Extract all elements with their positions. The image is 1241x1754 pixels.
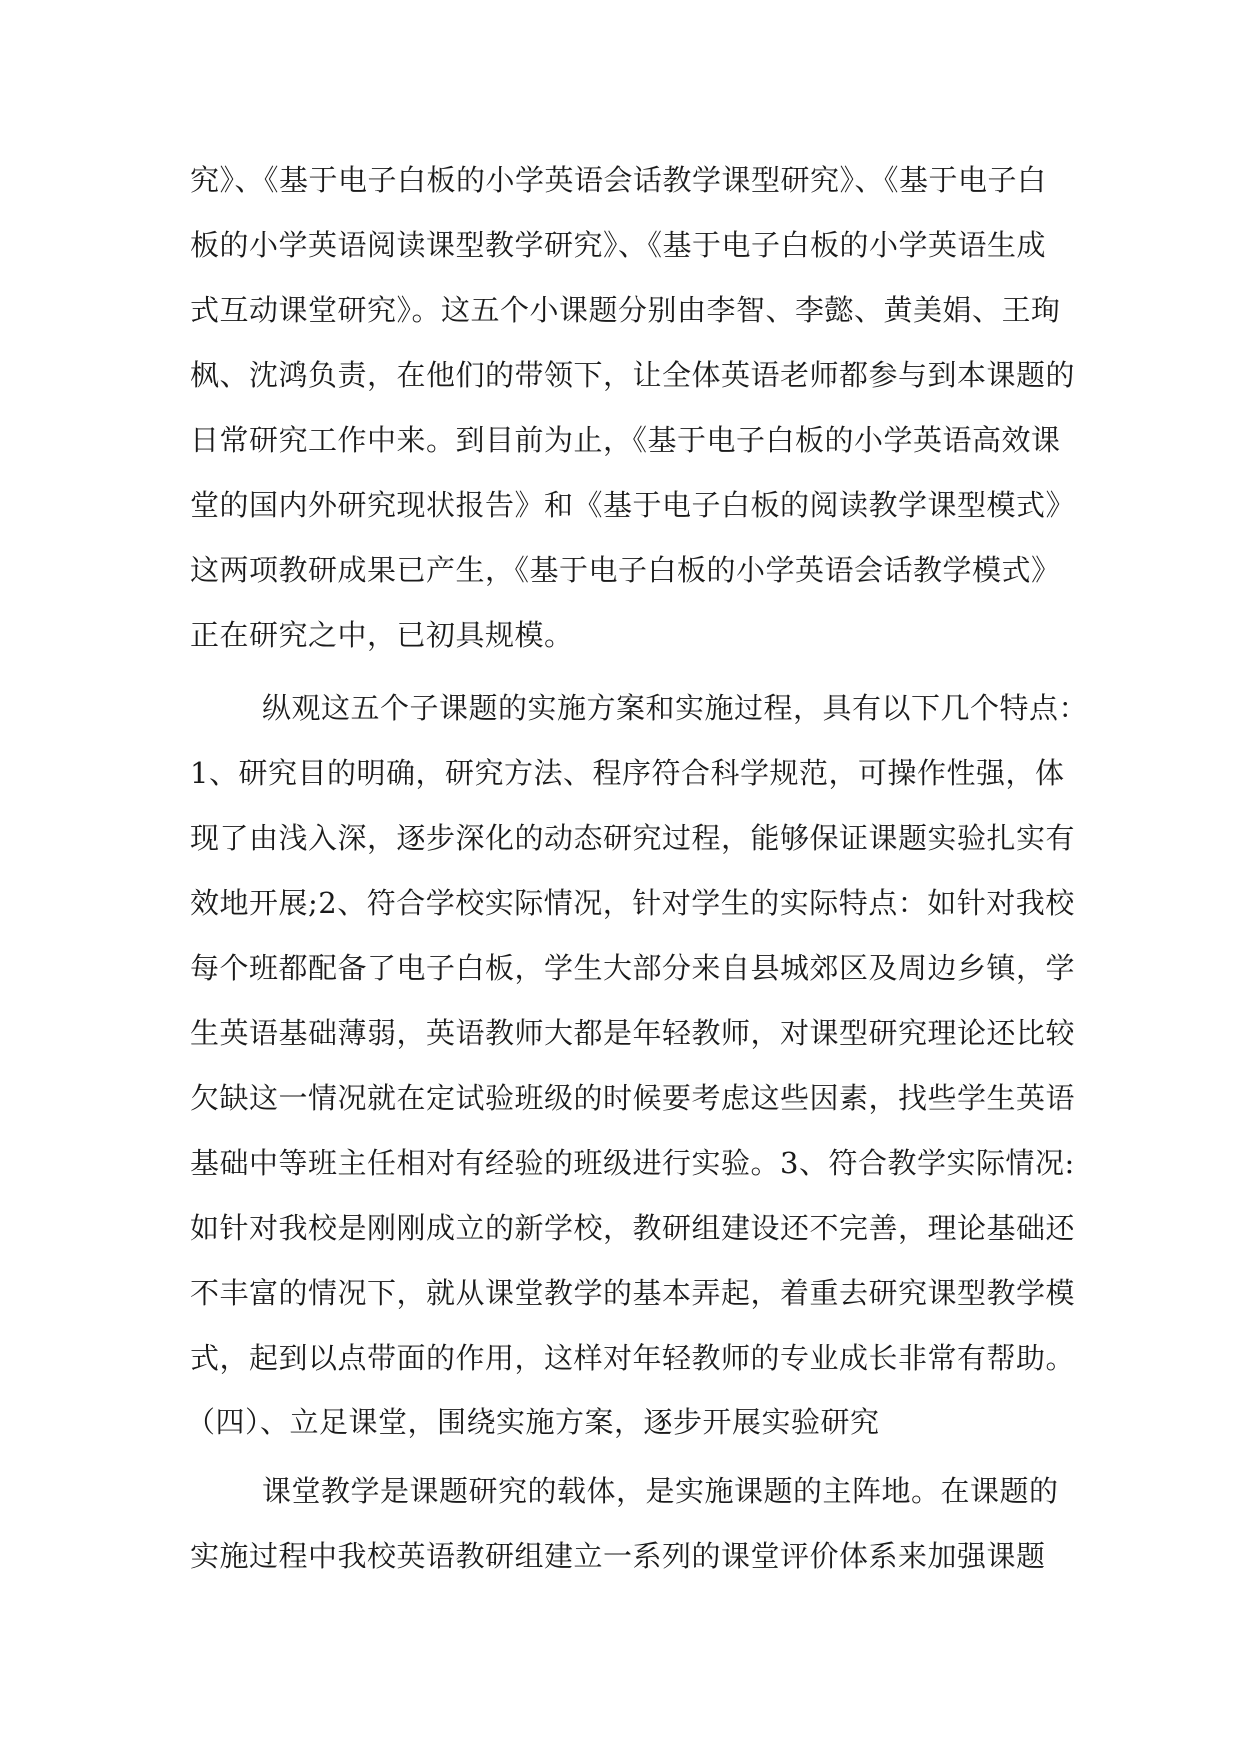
text-line-19: 式，起到以点带面的作用，这样对年轻教师的专业成长非常有帮助。 (190, 1341, 1076, 1375)
paragraph-start-line: 纵观这五个子课题的实施方案和实施过程，具有以下几个特点： (262, 691, 1089, 725)
text-line-2: 板的小学英语阅读课型教学研究》、《基于电子白板的小学英语生成 (190, 228, 1047, 262)
text-line-7: 这两项教研成果已产生，《基于电子白板的小学英语会话教学模式》 (190, 553, 1061, 587)
text-line-16: 基础中等班主任相对有经验的班级进行实验。3、符合教学实际情况: (190, 1146, 1075, 1180)
text-line-18: 不丰富的情况下，就从课堂教学的基本弄起，着重去研究课型教学模 (190, 1276, 1076, 1310)
text-line-1: 究》、《基于电子白板的小学英语会话教学课型研究》、《基于电子白 (190, 163, 1047, 197)
paragraph-start-line: 课堂教学是课题研究的载体，是实施课题的主阵地。在课题的 (262, 1474, 1059, 1508)
text-line-11: 现了由浅入深，逐步深化的动态研究过程，能够保证课题实验扎实有 (190, 821, 1076, 855)
text-line-5: 日常研究工作中来。到目前为止，《基于电子白板的小学英语高效课 (190, 423, 1061, 457)
text-line-12: 效地开展;2、符合学校实际情况，针对学生的实际特点：如针对我校 (190, 886, 1075, 920)
text-line-10: 1、研究目的明确，研究方法、程序符合科学规范，可操作性强，体 (190, 756, 1065, 790)
text-line-6: 堂的国内外研究现状报告》和《基于电子白板的阅读教学课型模式》 (190, 488, 1076, 522)
text-line-4: 枫、沈鸿负责，在他们的带领下，让全体英语老师都参与到本课题的 (190, 358, 1076, 392)
section-heading: （四）、立足课堂，围绕实施方案，逐步开展实验研究 (186, 1405, 880, 1439)
text-line-8: 正在研究之中，已初具规模。 (190, 618, 574, 652)
text-line-13: 每个班都配备了电子白板，学生大部分来自县城郊区及周边乡镇，学 (190, 951, 1076, 985)
text-line-22: 实施过程中我校英语教研组建立一系列的课堂评价体系来加强课题 (190, 1539, 1046, 1573)
text-line-3: 式互动课堂研究》。这五个小课题分别由李智、李懿、黄美娟、王珣 (190, 293, 1061, 327)
text-line-15: 欠缺这一情况就在定试验班级的时候要考虑这些因素，找些学生英语 (190, 1081, 1076, 1115)
text-line-17: 如针对我校是刚刚成立的新学校，教研组建设还不完善，理论基础还 (190, 1211, 1076, 1245)
text-line-14: 生英语基础薄弱，英语教师大都是年轻教师，对课型研究理论还比较 (190, 1016, 1076, 1050)
